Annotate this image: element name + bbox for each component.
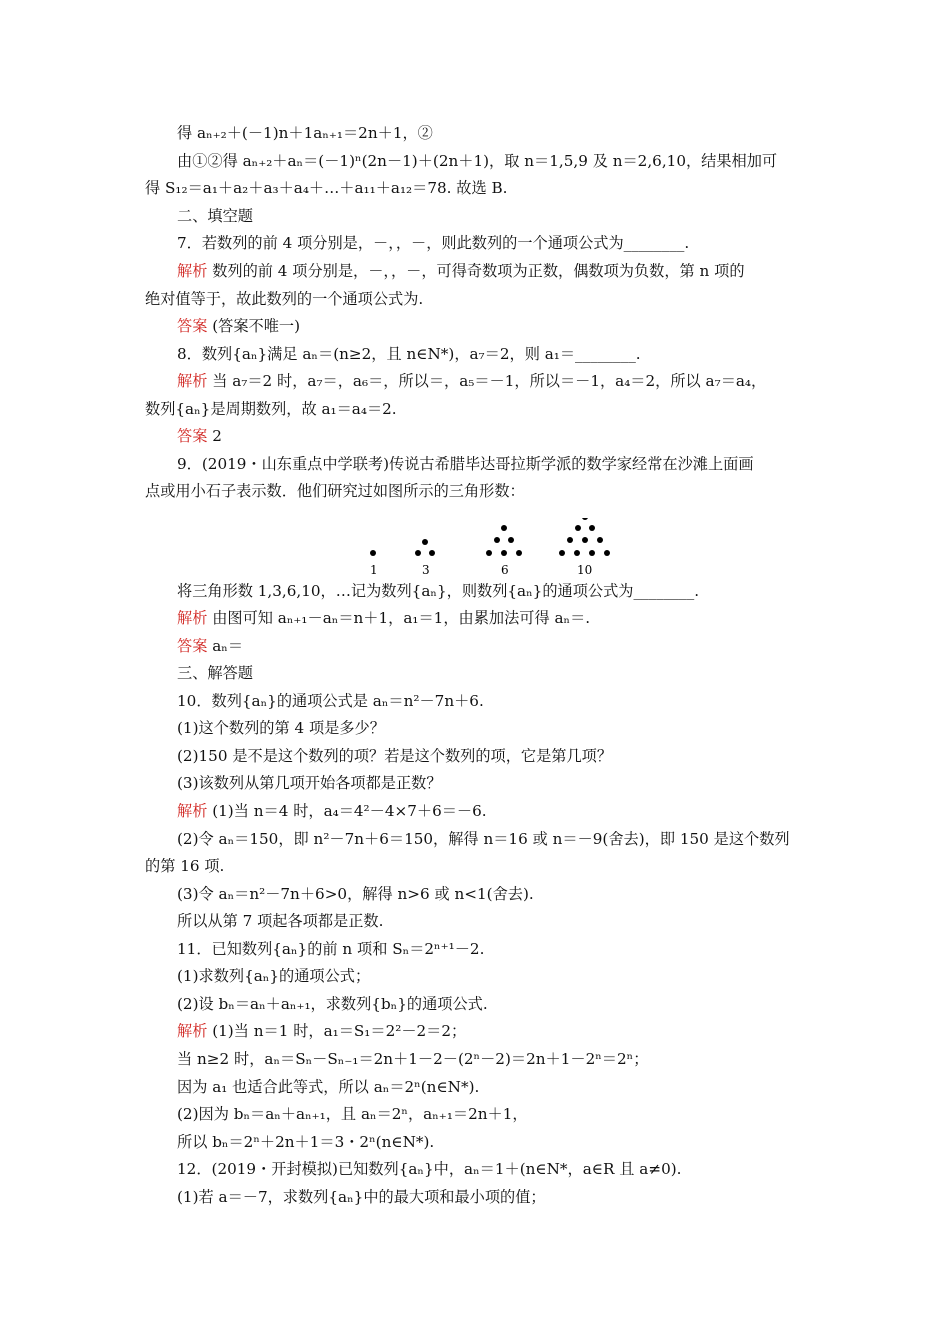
line-l26: (3)令 aₙ＝n²－7n＋6>0，解得 n>6 或 n<1(舍去).: [177, 885, 534, 903]
analysis-label: 解析: [177, 802, 208, 820]
dot: [582, 518, 588, 520]
analysis-label: 解析: [177, 372, 208, 390]
dot: [429, 550, 435, 556]
dot: [501, 550, 507, 556]
triangle-3: [415, 539, 435, 556]
dot: [508, 537, 514, 543]
dot: [415, 550, 421, 556]
dot: [494, 537, 500, 543]
triangle-1: [370, 550, 376, 556]
answer-label: 答案: [177, 427, 208, 445]
answer-label: 答案: [177, 317, 208, 335]
line-l29: (1)求数列{aₙ}的通项公式；: [177, 967, 371, 985]
analysis-label: 解析: [177, 1022, 208, 1040]
line-l15: 将三角形数 1,3,6,10，…记为数列{aₙ}，则数列{aₙ}的通项公式为________.: [177, 582, 700, 600]
question-10: 10．数列{aₙ}的通项公式是 aₙ＝n²－7n＋6.: [177, 692, 484, 710]
section-heading-fill-in: 二、填空题: [177, 207, 253, 225]
triangular-numbers-figure: [340, 518, 640, 580]
analysis-11: 解析 (1)当 n＝1 时，a₁＝S₁＝2²－2＝2；: [177, 1022, 467, 1040]
line-l33: 因为 a₁ 也适合此等式，所以 aₙ＝2ⁿ(n∈N*).: [177, 1078, 480, 1096]
line-l30: (2)设 bₙ＝aₙ＋aₙ₊₁，求数列{bₙ}的通项公式.: [177, 995, 488, 1013]
line-l27: 所以从第 7 项起各项都是正数.: [177, 912, 384, 930]
dot: [516, 550, 522, 556]
analysis-9: 解析 由图可知 aₙ₊₁－aₙ＝n＋1，a₁＝1，由累加法可得 aₙ＝.: [177, 609, 591, 627]
question-11: 11．已知数列{aₙ}的前 n 项和 Sₙ＝2ⁿ⁺¹－2.: [177, 940, 485, 958]
dot: [559, 550, 565, 556]
line-l35: 所以 bₙ＝2ⁿ＋2n＋1＝3・2ⁿ(n∈N*).: [177, 1133, 435, 1151]
dot: [501, 525, 507, 531]
line-l22: (3)该数列从第几项开始各项都是正数？: [177, 774, 442, 792]
dot: [582, 537, 588, 543]
figure-label: 3: [422, 563, 430, 577]
dot: [604, 550, 610, 556]
question-9: 9．(2019・山东重点中学联考)传说古希腊毕达哥拉斯学派的数学家经常在沙滩上面画: [177, 455, 754, 473]
line-l3: 得 S₁₂＝a₁＋a₂＋a₃＋a₄＋…＋a₁₁＋a₁₂＝78. 故选 B.: [145, 179, 508, 197]
line-l32: 当 n≥2 时，aₙ＝Sₙ－Sₙ₋₁＝2n＋1－2－(2ⁿ－2)＝2n＋1－2ⁿ＝2ⁿ；: [177, 1050, 649, 1068]
answer-7: 答案 (答案不唯一): [177, 317, 300, 335]
answer-9: 答案 aₙ＝: [177, 637, 244, 655]
line-l24: (2)令 aₙ＝150，即 n²－7n＋6＝150，解得 n＝16 或 n＝－9(舍去)，即 150 是这个数列: [177, 830, 790, 848]
dot: [589, 525, 595, 531]
line-l1: 得 aₙ₊₂＋(－1)n＋1aₙ₊₁＝2n＋1，②: [177, 124, 433, 142]
analysis-label: 解析: [177, 609, 208, 627]
dot: [370, 550, 376, 556]
answer-8: 答案 2: [177, 427, 222, 445]
dot: [567, 537, 573, 543]
dot: [486, 550, 492, 556]
question-8: 8．数列{aₙ}满足 aₙ＝(n≥2，且 n∈N*)，a₇＝2，则 a₁＝________.: [177, 345, 641, 363]
line-l37: (1)若 a＝－7，求数列{aₙ}中的最大项和最小项的值；: [177, 1188, 546, 1206]
line-l2: 由①②得 aₙ₊₂＋aₙ＝(－1)ⁿ(2n－1)＋(2n＋1)，取 n＝1,5,9 及 n＝2,6,10，结果相加可: [177, 152, 778, 170]
line-l11: 数列{aₙ}是周期数列，故 a₁＝a₄＝2.: [145, 400, 397, 418]
analysis-8: 解析 当 a₇＝2 时，a₇＝，a₆＝，所以＝，a₅＝－1，所以＝－1，a₄＝2，所以 a₇＝a₄，: [177, 372, 767, 390]
figure-label: 10: [577, 563, 593, 577]
dot: [597, 537, 603, 543]
line-l34: (2)因为 bₙ＝aₙ＋aₙ₊₁，且 aₙ＝2ⁿ，aₙ₊₁＝2n＋1，: [177, 1105, 528, 1123]
line-l7: 绝对值等于，故此数列的一个通项公式为.: [145, 290, 424, 308]
line-l21: (2)150 是不是这个数列的项？若是这个数列的项，它是第几项？: [177, 747, 613, 765]
dot: [574, 550, 580, 556]
figure-label: 6: [501, 563, 509, 577]
line-l25: 的第 16 项.: [145, 857, 225, 875]
analysis-10: 解析 (1)当 n＝4 时，a₄＝4²－4×7＋6＝－6.: [177, 802, 487, 820]
dot: [575, 525, 581, 531]
triangle-10: [559, 518, 610, 556]
question-7: 7．若数列的前 4 项分别是，－，，－，则此数列的一个通项公式为________.: [177, 234, 690, 252]
triangle-6: [486, 525, 522, 556]
analysis-7: 解析 数列的前 4 项分别是，－，，－，可得奇数项为正数，偶数项为负数，第 n 项的: [177, 262, 745, 280]
line-l14: 点或用小石子表示数．他们研究过如图所示的三角形数：: [145, 482, 525, 500]
question-12: 12．(2019・开封模拟)已知数列{aₙ}中，aₙ＝1＋(n∈N*，a∈R 且 a≠0).: [177, 1160, 682, 1178]
section-heading-solve: 三、解答题: [177, 664, 253, 682]
line-l20: (1)这个数列的第 4 项是多少？: [177, 719, 385, 737]
analysis-label: 解析: [177, 262, 208, 280]
answer-label: 答案: [177, 637, 208, 655]
dot: [422, 539, 428, 545]
figure-label: 1: [370, 563, 378, 577]
dot: [589, 550, 595, 556]
